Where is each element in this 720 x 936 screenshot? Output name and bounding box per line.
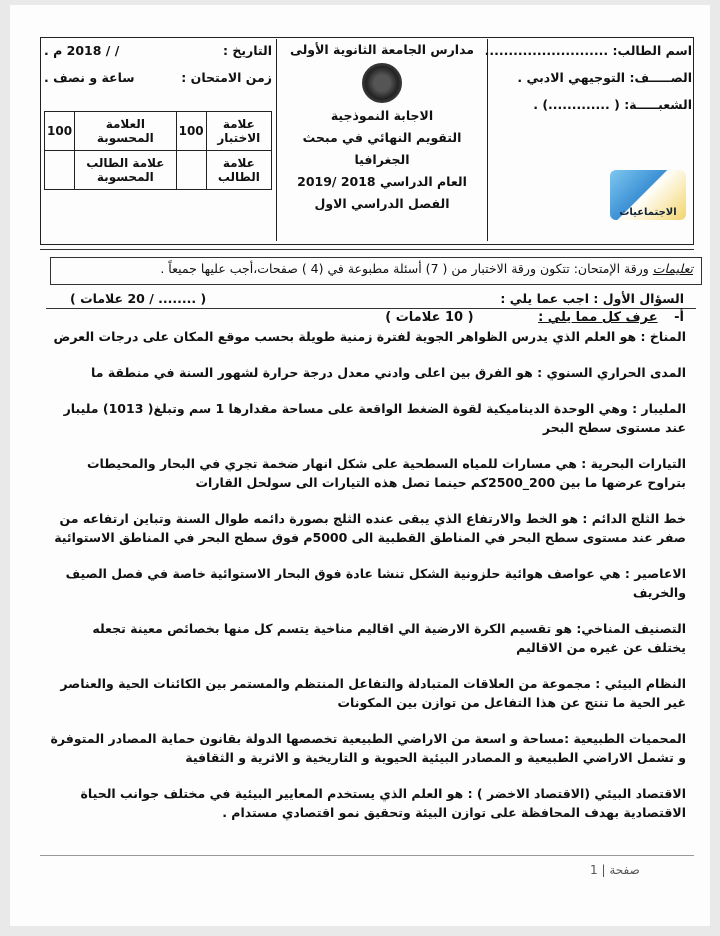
section-value: ( .............) . bbox=[533, 97, 620, 112]
subquestion-marks: ( 10 علامات ) bbox=[385, 310, 474, 325]
student-info bbox=[484, 43, 692, 124]
computed-mark-label: العلامة المحسوبة bbox=[75, 112, 177, 151]
definition-item: الاقتصاد البيئي (الاقتصاد الاخضر ) : هو العلم الذي يستخدم المعايير البيئية في مختلف جوانب الحياة الاقتصادية بهدف المحافظة على توازن البيئة وتحقيق نمو اقتصادي مستدام . bbox=[80, 786, 686, 820]
class-label: الصـــــف: bbox=[629, 70, 692, 85]
semester: الفصل الدراسي الاول bbox=[314, 196, 450, 211]
class-row bbox=[517, 70, 692, 85]
question-1-marks: ( ........ / 20 علامات ) bbox=[70, 291, 207, 306]
definition-item: المدى الحراري السنوي : هو الفرق بين اعلى وادني معدل درجة حرارة لشهور السنة في منطقة ما bbox=[91, 365, 686, 380]
section-label: الشعبـــــة: bbox=[624, 97, 692, 112]
date-row bbox=[44, 43, 272, 58]
subquestion-a bbox=[385, 310, 684, 325]
page-number: صفحة | 1 bbox=[590, 863, 640, 877]
definition-item: المناخ : هو العلم الذي يدرس الظواهر الجوية لفترة زمنية طويلة بحسب موقع المكان على درجات العرض bbox=[53, 329, 686, 344]
instructions-text: ورقة الإمتحان: تتكون ورقة الاختبار من ( 7) أسئلة مطبوعة في (4 ) صفحات،أجب عليها جميعاً . bbox=[160, 261, 653, 276]
definition-item: الاعاصير : هي عواصف هوائية حلزونية الشكل تنشا عادة فوق البحار الاستوائية خاصة في فصل الصيف والخريف bbox=[65, 566, 686, 600]
social-studies-logo bbox=[610, 170, 686, 220]
duration-label: زمن الامتحان : bbox=[181, 70, 272, 85]
subquestion-task: عرف كل مما يلي : bbox=[538, 310, 658, 325]
footer-rule bbox=[40, 855, 694, 856]
section-row bbox=[522, 97, 692, 112]
student-computed-label: علامة الطالب المحسوبة bbox=[75, 151, 177, 190]
divider bbox=[40, 249, 694, 250]
student-mark-label: علامة الطالب bbox=[206, 151, 271, 190]
student-name-label: اسم الطالب: bbox=[612, 43, 692, 58]
computed-mark-value: 100 bbox=[45, 112, 75, 151]
school-info bbox=[276, 39, 488, 241]
exam-meta bbox=[44, 43, 272, 97]
school-name: مدارس الجامعة الثانوية الأولى bbox=[289, 42, 475, 57]
marks-row bbox=[45, 112, 272, 151]
school-emblem-icon bbox=[362, 63, 402, 103]
definition-item: التيارات البحرية : هي مسارات للمياه السطحية على شكل انهار ضخمة تجري في البحار والمحيطات بتراوح عرضها ما بين 200_2500كم حينما تصل هذه التيارات الى سولحل القارات bbox=[87, 456, 686, 490]
question-1-title: السؤال الأول : اجب عما يلي : bbox=[500, 291, 684, 306]
marks-table bbox=[44, 111, 272, 190]
subquestion-letter: أ- bbox=[674, 310, 684, 325]
student-name-row bbox=[484, 43, 692, 58]
instructions-box bbox=[50, 257, 702, 285]
student-mark-cell bbox=[176, 151, 206, 190]
date-value: / / 2018 م . bbox=[44, 43, 120, 58]
academic-year: العام الدراسي 2018 /2019 bbox=[297, 174, 467, 189]
student-name-value: .......................... bbox=[484, 43, 609, 58]
answer-key-title: الاجابة النموذجية bbox=[330, 108, 434, 123]
divider bbox=[46, 308, 696, 309]
exam-mark-value: 100 bbox=[176, 112, 206, 151]
definition-item: التصنيف المناخي: هو تقسيم الكرة الارضية الي اقاليم مناخية يتسم كل منها بخصائص معينة تجعله يختلف عن غيره من الاقاليم bbox=[92, 621, 686, 655]
instructions-label: تعليمات bbox=[652, 261, 693, 276]
definition-item: خط الثلج الدائم : هو الخط والارتفاع الذي يبقى عنده الثلج بصورة دائمه طوال السنة وتباين ارتفاعه من صفر عند مستوى سطح البحر في المناطق القطبية الى 5000م فوق سطح البحر في المناطق الاستوائية bbox=[54, 511, 686, 545]
marks-row bbox=[45, 151, 272, 190]
duration-row bbox=[44, 70, 272, 85]
definitions-list bbox=[50, 327, 686, 839]
definition-item: النظام البيئي : مجموعة من العلاقات المتبادلة والتفاعل المنتظم والمستمر بين الكائنات الحية والعناصر غير الحية ما تنتج عن هذا التفاعل من توازن بين المكونات bbox=[60, 676, 686, 710]
definition-item: المحميات الطبيعية :مساحة و اسعة من الاراضي الطبيعية تخصصها الدولة بقانون حماية المصادر المتوفرة و تشمل الاراضي الطبيعية و المصادر البيئية الحيوية و التاريخية و الاثرية و الثقافية bbox=[50, 731, 686, 765]
question-1-header bbox=[70, 291, 684, 306]
definition-item: المليبار : وهي الوحدة الديناميكية لقوة الضغط الواقعة على مساحة مقدارها 1 سم وتبلغ( 1013) مليبار عند مستوى سطح البحر bbox=[63, 401, 686, 435]
class-value: التوجيهي الادبي . bbox=[517, 70, 626, 85]
date-label: التاريخ : bbox=[222, 43, 272, 58]
social-studies-logo-text: الاجتماعيات bbox=[619, 207, 677, 218]
exam-page bbox=[10, 5, 710, 926]
student-computed-cell bbox=[45, 151, 75, 190]
exam-title: التقويم النهائي في مبحث الجغرافيا bbox=[302, 130, 462, 167]
exam-mark-label: علامة الاختبار bbox=[206, 112, 271, 151]
duration-value: ساعة و نصف . bbox=[44, 70, 135, 85]
